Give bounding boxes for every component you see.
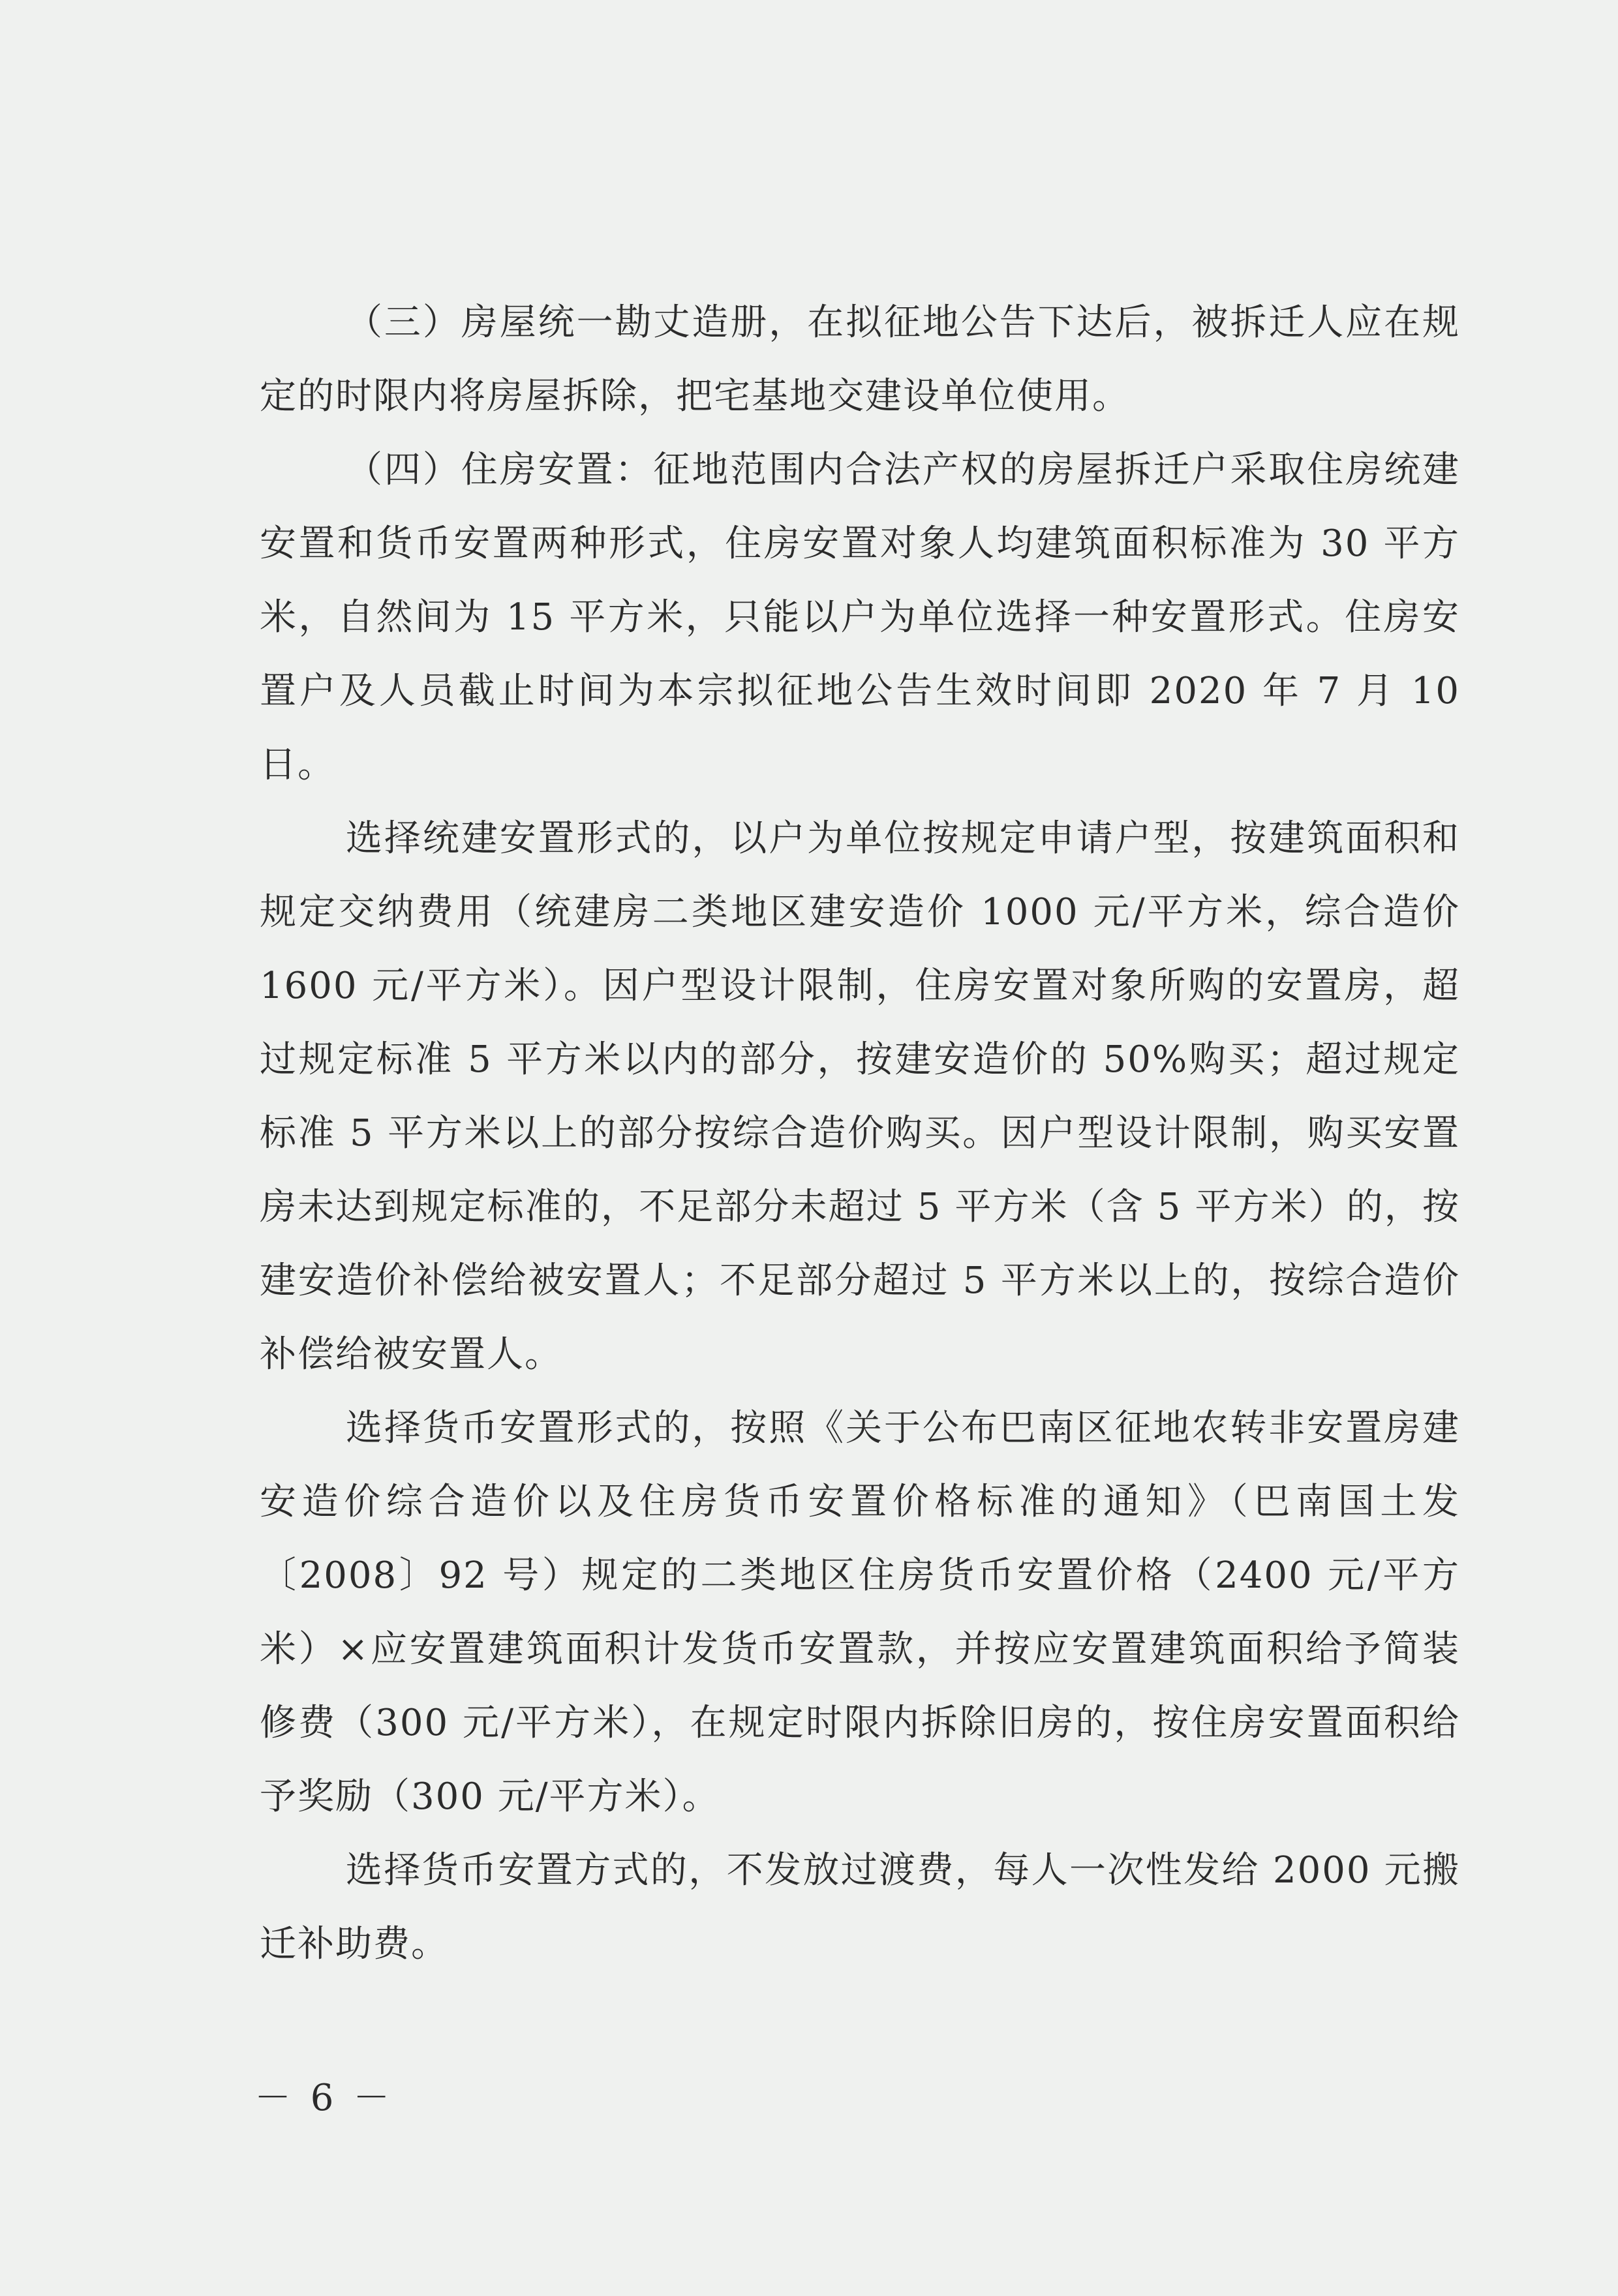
paragraph-monetary-resettlement: 选择货币安置形式的，按照《关于公布巴南区征地农转非安置房建安造价综合造价以及住房货币安置价格标准的通知》（巴南国土发〔2008〕92 号）规定的二类地区住房货币安置价格（2400 元/平方米）×应安置建筑面积计发货币安置款，并按应安置建筑面积给予简装修费（300 元/平方米），在规定时限内拆除旧房的，按住房安置面积给予奖励（300 元/平方米）。 [260, 1407, 1460, 1818]
body-text [260, 286, 1460, 1981]
paragraph-relocation-subsidy: 选择货币安置方式的，不发放过渡费，每人一次性发给 2000 元搬迁补助费。 [260, 1849, 1460, 1965]
paragraph-3-demolition: （三）房屋统一勘丈造册，在拟征地公告下达后，被拆迁人应在规定的时限内将房屋拆除，把宅基地交建设单位使用。 [260, 301, 1460, 417]
paragraph-4-housing-resettlement: （四）住房安置：征地范围内合法产权的房屋拆迁户采取住房统建安置和货币安置两种形式，住房安置对象人均建筑面积标准为 30 平方米，自然间为 15 平方米，只能以户为单位选择一种安置形式。住房安置户及人员截止时间为本宗拟征地公告生效时间即 2020 年 7 月 10 日。 [260, 449, 1461, 786]
paragraph-unified-construction: 选择统建安置形式的，以户为单位按规定申请户型，按建筑面积和规定交纳费用（统建房二类地区建安造价 1000 元/平方米，综合造价 1600 元/平方米）。因户型设计限制，住房安置对象所购的安置房，超过规定标准 5 平方米以内的部分，按建安造价的 50%购买；超过规定标准 5 平方米以上的部分按综合造价购买。因户型设计限制，购买安置房未达到规定标准的，不足部分未超过 5 平方米（含 5 平方米）的，按建安造价补偿给被安置人；不足部分超过 5 平方米以上的，按综合造价补偿给被安置人。 [260, 817, 1461, 1376]
page-number: － 6 － [254, 2077, 394, 2119]
